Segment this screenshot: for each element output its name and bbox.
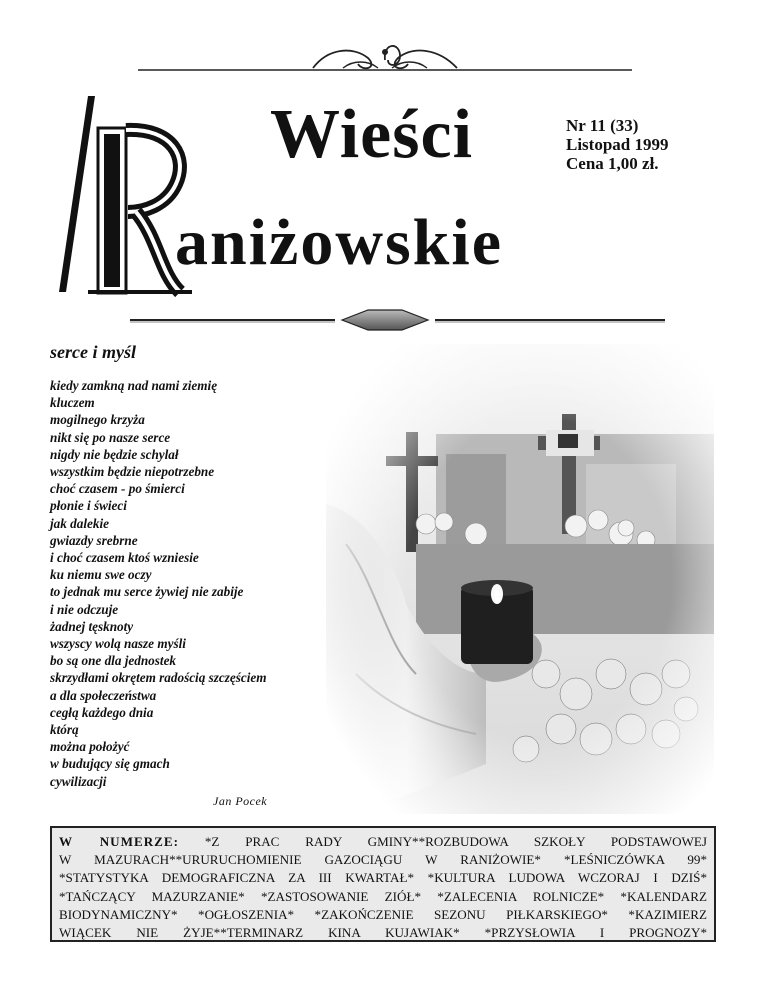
poem-line: mogilnego krzyża — [50, 412, 145, 428]
poem-line: wszyscy wolą nasze myśli — [50, 636, 186, 652]
masthead-title-line2: aniżowskie — [175, 206, 504, 279]
poem-line: wszystkim będzie niepotrzebne — [50, 464, 215, 480]
poem-line: płonie i świeci — [50, 498, 127, 514]
issue-number: Nr 11 (33) — [566, 116, 639, 135]
poem-line: gwiazdy srebrne — [50, 532, 138, 548]
issue-date: Listopad 1999 — [566, 135, 669, 154]
poem-author: Jan Pocek — [213, 794, 268, 808]
poem-line: cegłą każdego dnia — [50, 704, 154, 720]
poem-line: kluczem — [50, 395, 95, 411]
poem-line: cywilizacji — [50, 773, 107, 789]
contents-line: *TAŃCZĄCY MAZURZANIE* *ZASTOSOWANIE ZIÓŁ* *ZALECENIA ROLNICZE* *KALENDARZ — [59, 888, 707, 904]
contents-line: *STATYSTYKA DEMOGRAFICZNA ZA III KWARTAŁ* *KULTURA LUDOWA WCZORAJ I DZIŚ* — [59, 870, 707, 886]
poem-line: nigdy nie będzie schylał — [50, 446, 179, 462]
contents-line: BIODYNAMICZNY* *OGŁOSZENIA* *ZAKOŃCZENIE SEZONU PIŁKARSKIEGO* *KAZIMIERZ — [59, 906, 707, 922]
poem-text — [50, 377, 266, 790]
poem-line: w budujący się gmach — [50, 756, 170, 772]
masthead-title-line1: Wieści — [270, 96, 474, 173]
contents-line — [59, 833, 707, 851]
poem-line: żadnej tęsknoty — [50, 618, 134, 634]
poem-line: którą — [50, 722, 79, 738]
poem-line: a dla społeczeństwa — [50, 687, 157, 703]
poem-title: serce i myśl — [50, 342, 136, 362]
poem-line: kiedy zamkną nad nami ziemię — [50, 378, 218, 393]
poem-line: skrzydłami okrętem radością szczęściem — [50, 670, 267, 686]
issue-info — [566, 116, 669, 173]
poem-line: ku niemu swe oczy — [50, 567, 152, 583]
poem-line: i nie odczuje — [50, 601, 119, 617]
poem-line: bo są one dla jednostek — [50, 653, 177, 669]
poem-line: i choć czasem ktoś wzniesie — [50, 550, 199, 566]
poem-line: można położyć — [50, 739, 130, 755]
contents-line: WIĄCEK NIE ŻYJE**TERMINARZ KINA KUJAWIAK* *PRZYSŁOWIA I PROGNOZY* — [59, 925, 707, 941]
contents-box — [50, 826, 716, 942]
poem-line: to jednak mu serce żywiej nie zabije — [50, 584, 244, 600]
contents-line-text: *Z PRAC RADY GMINY**ROZBUDOWA SZKOŁY PODSTAWOWEJ — [178, 834, 707, 849]
issue-price: Cena 1,00 zł. — [566, 154, 659, 173]
contents-line: W MAZURACH**URURUCHOMIENIE GAZOCIĄGU W RANIŻOWIE* *LEŚNICZÓWKA 99* — [59, 852, 707, 868]
top-scroll-ornament-icon — [138, 38, 632, 78]
poem-line: jak dalekie — [50, 515, 109, 531]
diamond-divider-icon — [130, 308, 665, 332]
candle-cemetery-photo — [326, 344, 714, 814]
poem-line: choć czasem - po śmierci — [50, 481, 185, 497]
poem-line: nikt się po nasze serce — [50, 429, 171, 445]
contents-label: W NUMERZE: — [59, 834, 179, 849]
